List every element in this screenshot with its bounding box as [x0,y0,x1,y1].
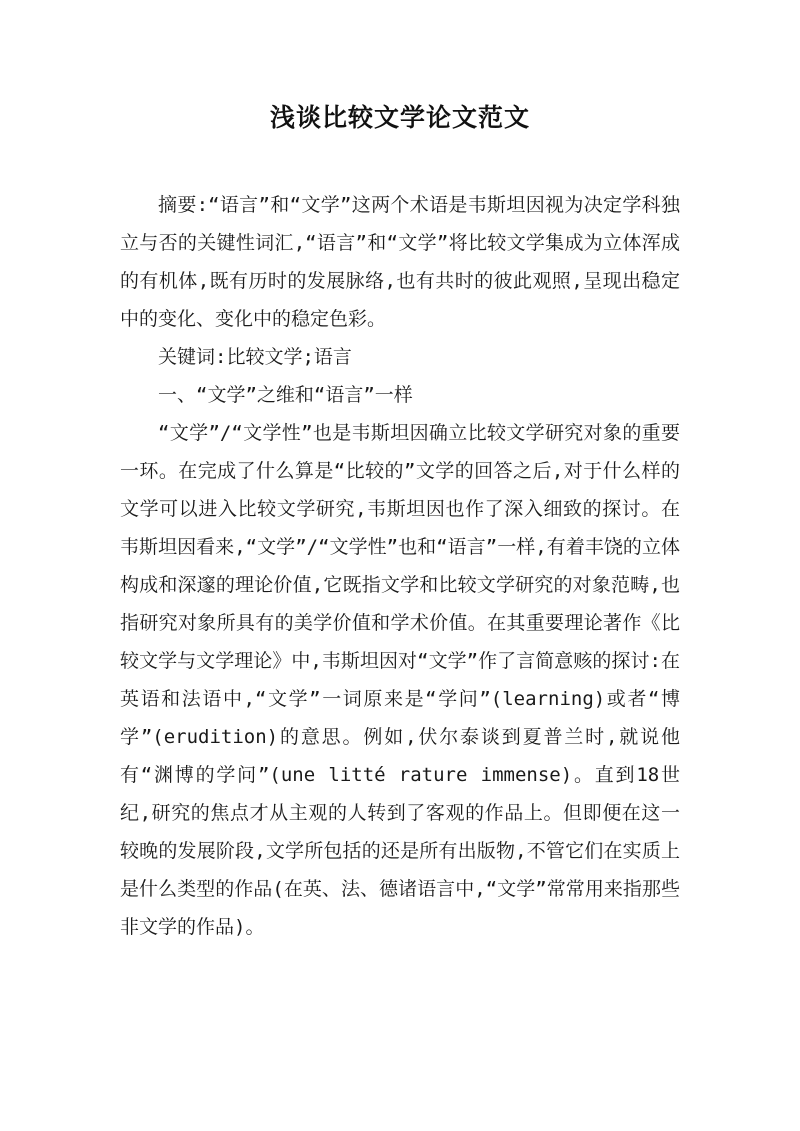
keywords-paragraph: 关键词:比较文学;语言 [158,346,352,368]
document-body [120,186,680,946]
document-title: 浅谈比较文学论文范文 [269,103,530,132]
body-paragraph: “文学”/“文学性”也是韦斯坦因确立比较文学研究对象的重要一环。在完成了什么算是“比较的”文学的回答之后,对于什么样的文学可以进入比较文学研究,韦斯坦因也作了深入细致的探讨。在韦斯坦因看来,“文学”/“文学性”也和“语言”一样,有着丰饶的立体构成和深邃的理论价值,它既指文学和比较文学研究的对象范畴,也指研究对象所具有的美学价值和学术价值。在其重要理论著作《比较文学与文学理论》中,韦斯坦因对“文学”作了言简意赅的探讨:在英语和法语中,“文学”一词原来是“学问”(learning)或者“博学”(erudition)的意思。例如,伏尔泰谈到夏普兰时,就说他有“渊博的学问”(une litté rature immense)。直到18世纪,研究的焦点才从主观的人转到了客观的作品上。但即便在这一较晚的发展阶段,文学所包括的还是所有出版物,不管它们在实质上是什么类型的作品(在英、法、德诸语言中,“文学”常常用来指那些非文学的作品)。 [120,422,680,938]
abstract-paragraph: 摘要:“语言”和“文学”这两个术语是韦斯坦因视为决定学科独立与否的关键性词汇,“语言”和“文学”将比较文学集成为立体浑成的有机体,既有历时的发展脉络,也有共时的彼此观照,呈现出稳定中的变化、变化中的稳定色彩。 [120,194,680,330]
section-heading: 一、“文学”之维和“语言”一样 [158,384,413,406]
